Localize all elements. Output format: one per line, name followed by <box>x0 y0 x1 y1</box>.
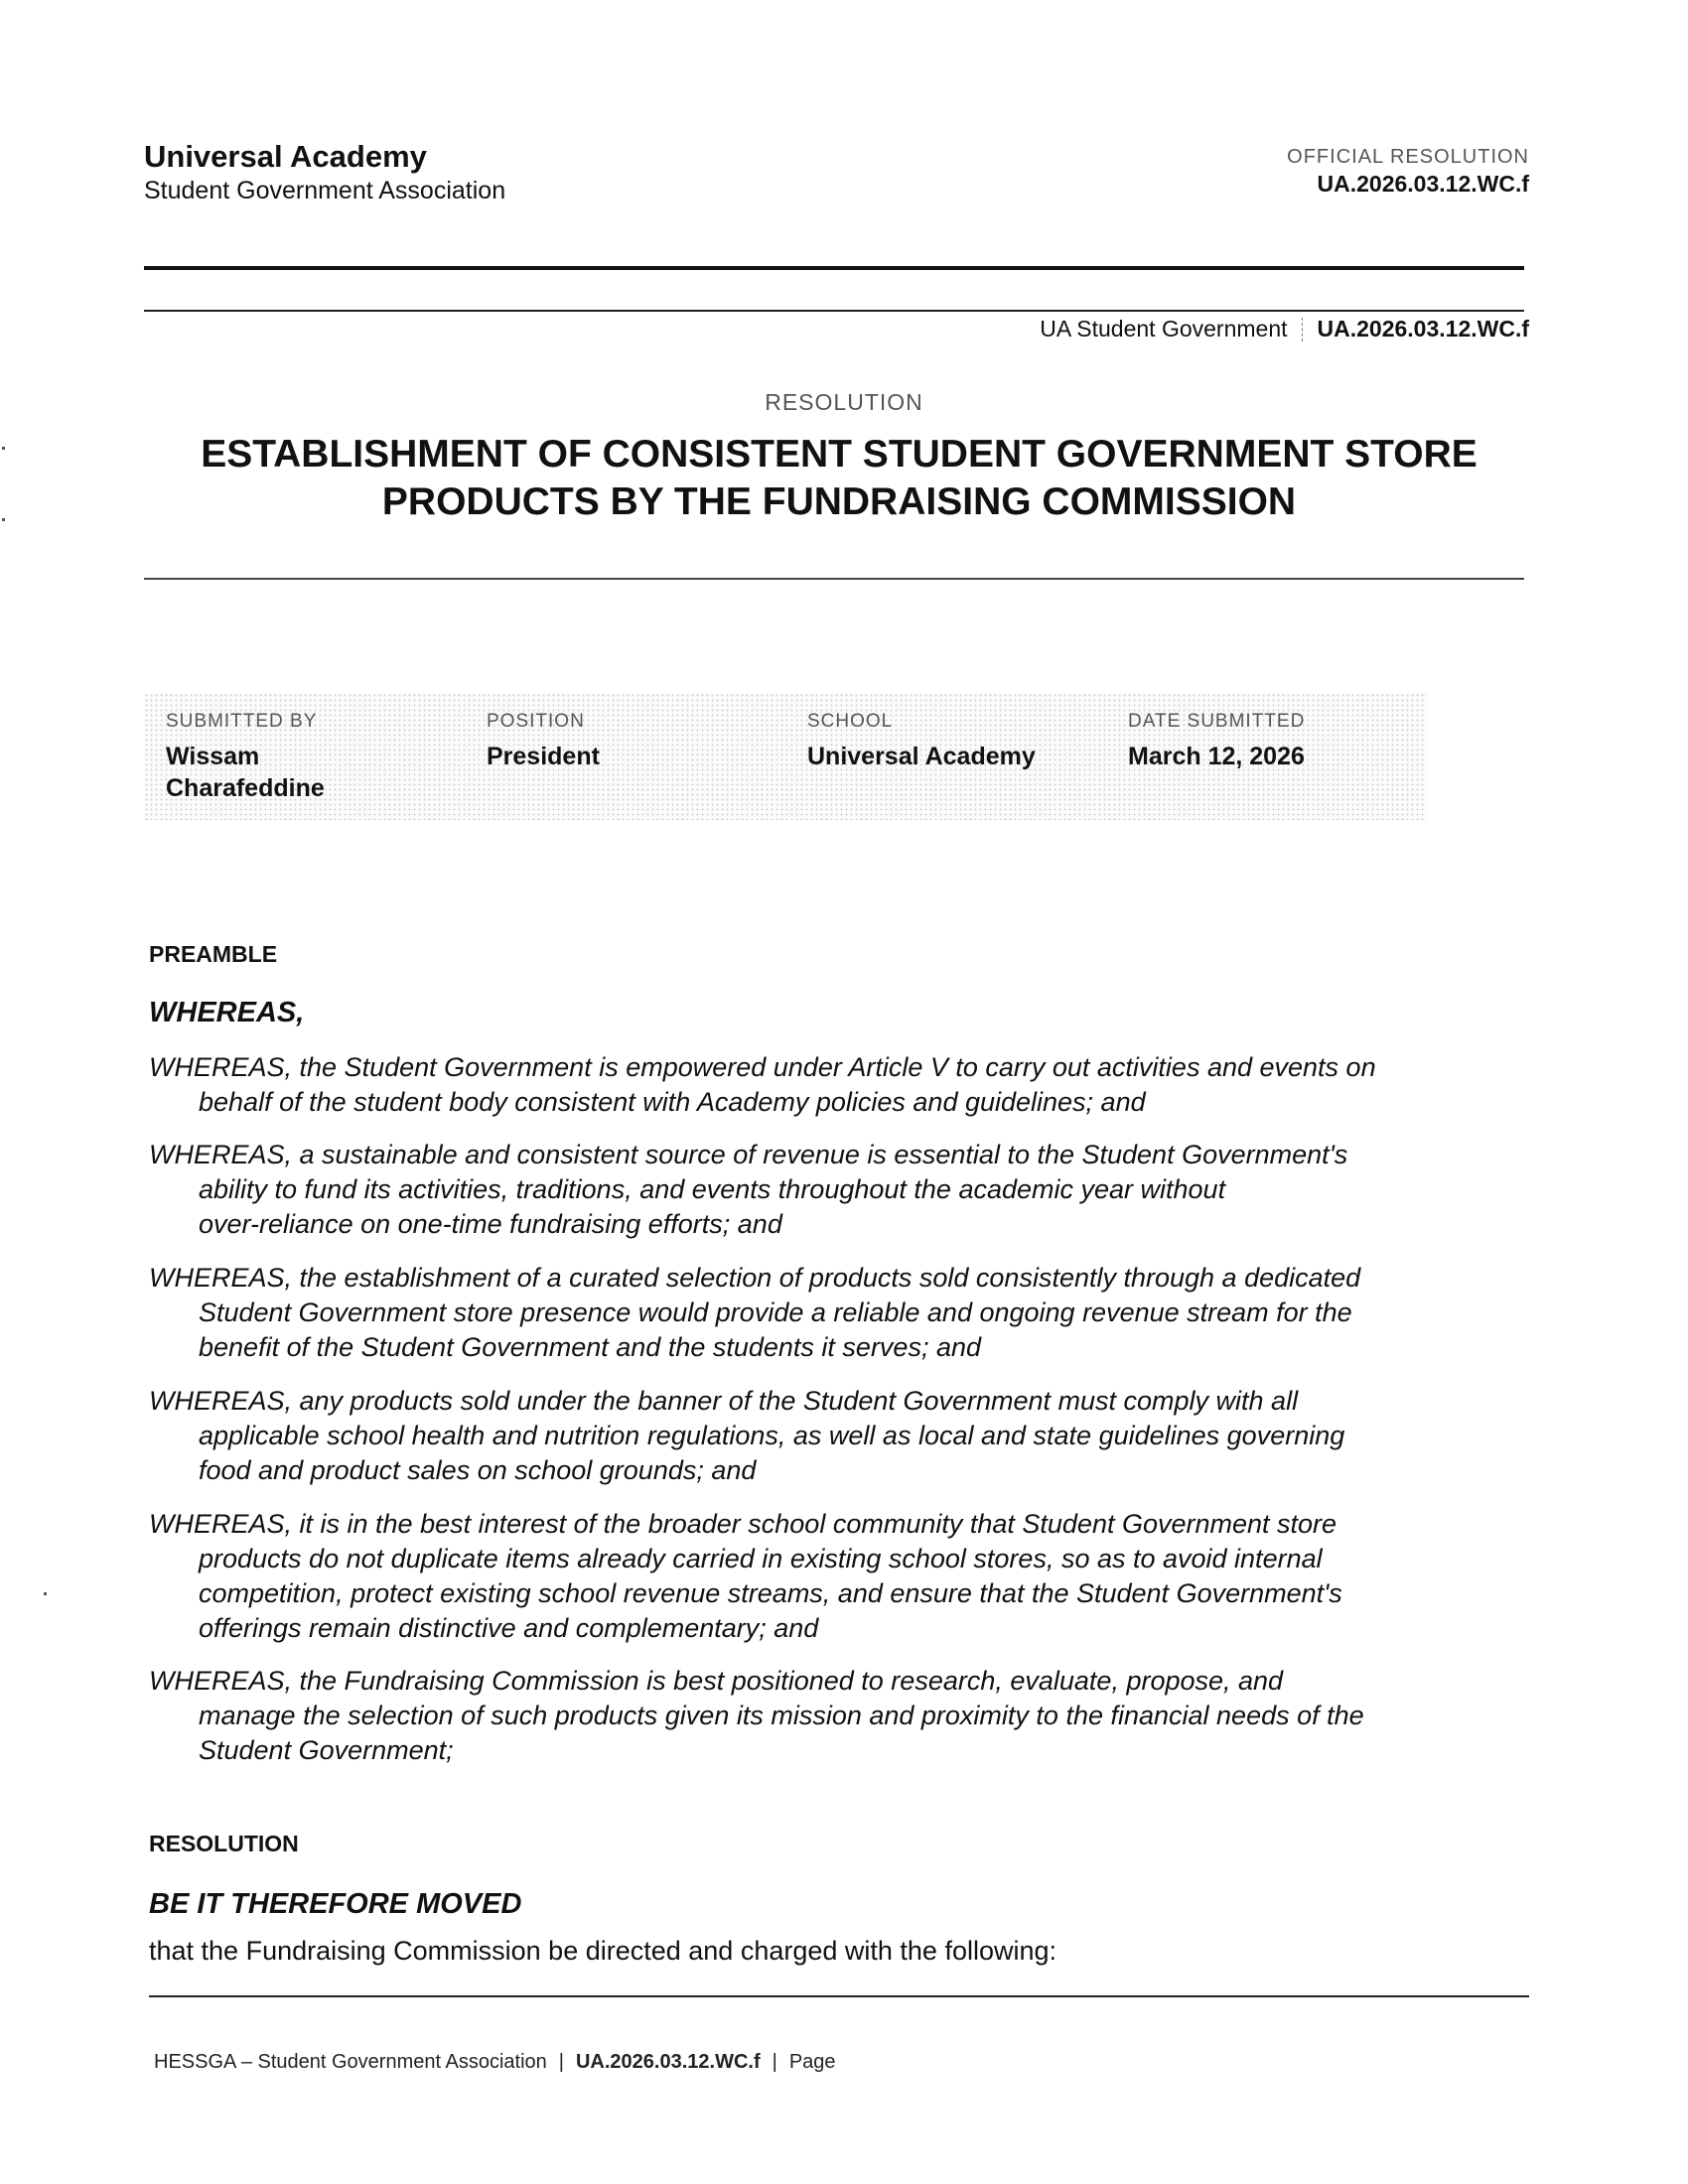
whereas-clause-2 <box>149 1138 1539 1242</box>
clause-line: applicable school health and nutrition regulations, as well as local and state guidelines governing <box>199 1421 1345 1450</box>
title-line-1: ESTABLISHMENT OF CONSISTENT STUDENT GOVERNMENT STORE <box>201 433 1477 476</box>
clause-line: offerings remain distinctive and complementary; and <box>199 1613 819 1643</box>
moved-text: that the Fundraising Commission be directed and charged with the following: <box>149 1936 1057 1966</box>
position-value: President <box>487 743 600 770</box>
clause-line: products do not duplicate items already carried in existing school stores, so as to avoid internal <box>199 1544 1323 1573</box>
official-resolution-label: OFFICIAL RESOLUTION <box>1287 146 1529 168</box>
submitted-by-label: SUBMITTED BY <box>166 711 318 732</box>
scan-mark <box>2 447 5 450</box>
title-line-2: PRODUCTS BY THE FUNDRAISING COMMISSION <box>381 480 1297 523</box>
running-header-id: UA.2026.03.12.WC.f <box>1317 316 1529 341</box>
whereas-clause-1 <box>149 1050 1539 1120</box>
scan-mark <box>44 1592 47 1595</box>
school-label: SCHOOL <box>807 711 894 732</box>
school-value: Universal Academy <box>807 743 1036 770</box>
whereas-clause-3 <box>149 1261 1539 1365</box>
running-header-body: UA Student Government <box>1040 316 1288 341</box>
resolution-heading: RESOLUTION <box>149 1831 299 1856</box>
clause-line: food and product sales on school grounds; and <box>199 1455 757 1485</box>
submitted-by-first: Wissam <box>166 743 260 770</box>
position-label: POSITION <box>487 711 585 732</box>
school-field <box>807 711 1036 772</box>
whereas-clause-5 <box>149 1507 1539 1646</box>
whereas-clause-4 <box>149 1384 1539 1488</box>
submission-info-box <box>144 693 1427 820</box>
resolution-title <box>149 431 1529 526</box>
running-header <box>1040 316 1529 342</box>
clause-line: WHEREAS, any products sold under the banner of the Student Government must comply with all <box>149 1386 1299 1416</box>
date-value: March 12, 2026 <box>1128 743 1305 770</box>
clause-line: WHEREAS, the Fundraising Commission is best positioned to research, evaluate, propose, and <box>149 1666 1284 1696</box>
whereas-heading: WHEREAS, <box>149 997 305 1028</box>
doc-type-label: RESOLUTION <box>765 389 923 415</box>
date-field <box>1128 711 1305 772</box>
clause-line: ability to fund its activities, traditions, and events throughout the academic year without <box>199 1174 1226 1204</box>
clause-line: WHEREAS, the Student Government is empowered under Article V to carry out activities and events on <box>149 1052 1376 1082</box>
clause-line: benefit of the Student Government and the students it serves; and <box>199 1332 981 1362</box>
footer-page-label: Page <box>788 2051 836 2073</box>
position-field <box>487 711 600 772</box>
scan-mark <box>2 518 5 521</box>
clause-line: competition, protect existing school revenue streams, and ensure that the Student Government's <box>199 1578 1342 1608</box>
footer-separator: | <box>772 2051 777 2073</box>
clause-line: WHEREAS, a sustainable and consistent source of revenue is essential to the Student Government's <box>149 1140 1348 1169</box>
submitted-by-field <box>166 711 325 804</box>
footer-separator: | <box>558 2051 564 2073</box>
clause-line: over-reliance on one-time fundraising efforts; and <box>199 1209 782 1239</box>
footer-org: HESSGA – Student Government Association <box>154 2051 547 2073</box>
clause-line: Student Government; <box>199 1735 454 1765</box>
header-rule-thin <box>144 310 1524 312</box>
footer-rule <box>149 1995 1529 1997</box>
preamble-heading: PREAMBLE <box>149 941 278 967</box>
submitted-by-last: Charafeddine <box>166 774 325 802</box>
date-label: DATE SUBMITTED <box>1128 711 1306 732</box>
org-subtitle: Student Government Association <box>144 177 506 205</box>
whereas-clause-6 <box>149 1664 1539 1768</box>
moved-heading: BE IT THEREFORE MOVED <box>149 1888 522 1920</box>
title-rule <box>144 578 1524 580</box>
resolution-id-header: UA.2026.03.12.WC.f <box>1317 171 1529 197</box>
clause-line: WHEREAS, it is in the best interest of the broader school community that Student Government store <box>149 1509 1337 1539</box>
clause-line: manage the selection of such products given its mission and proximity to the financial needs of the <box>199 1701 1364 1730</box>
submitted-by-value <box>166 741 325 804</box>
running-header-separator <box>1302 318 1304 341</box>
header-rule-thick <box>144 266 1524 270</box>
clause-line: behalf of the student body consistent with Academy policies and guidelines; and <box>199 1087 1146 1117</box>
footer-resolution-id: UA.2026.03.12.WC.f <box>575 2051 761 2073</box>
page-footer <box>154 2051 836 2074</box>
org-name: Universal Academy <box>144 139 427 174</box>
clause-line: Student Government store presence would provide a reliable and ongoing revenue stream for the <box>199 1297 1352 1327</box>
clause-line: WHEREAS, the establishment of a curated selection of products sold consistently through a dedicated <box>149 1263 1361 1293</box>
